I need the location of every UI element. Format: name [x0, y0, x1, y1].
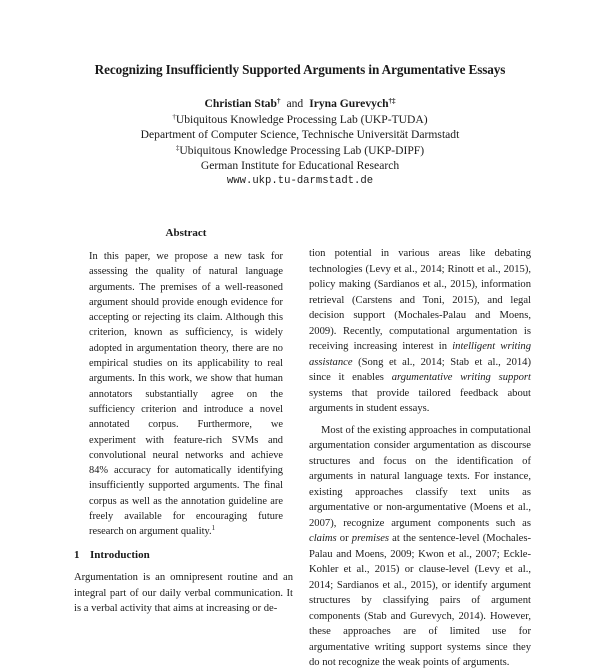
introduction-text: Argumentation is an omnipresent routine and an integral part of our daily verbal communication. It is a verbal activity that aims at increasing or de- [74, 572, 293, 615]
affiliation-4: German Institute for Educational Research [200, 159, 400, 173]
paragraph-2: Most of the existing approaches in computational argumentation consider argumentation as discourse structures and focus on the identification of arguments in natural language texts. For instance, existing approaches classify text units as argumentative or non-argumentative (Moens et al., 2007), recognize argument components such as claims or premises at the sentence-level (Mochales-Palau and Moens, 2009; Kwon et al., 2007; Eckle-Kohler et al., 2015) or clause-level (Levy et al., 2014; Sardianos et al., 2015), or identify argument structures by classifying pairs of argument components (Stab and Gurevych, 2014). However, these approaches are of limited use for argumentative writing support systems since they do not recognize the weak points of arguments. [309, 424, 531, 668]
authors [0, 96, 600, 112]
paper-title: Recognizing Insufficiently Supported Arguments in Argumentative Essays [94, 62, 506, 77]
abstract-text: In this paper, we propose a new task for assessing the quality of natural language arguments. The premises of a well-reasoned argument should provide enough evidence for accepting or rejecting its claim. Although this criterion, known as sufficiency, is widely adopted in argumentation theory, there are no empirical studies on its applicability to real arguments. In this work, we show that human annotators substantially agree on the sufficiency criterion and introduce a novel annotated corpus. Furthermore, we experiment with feature-rich SVMs and convolutional neural networks and achieve 84% accuracy for automatically identifying insufficiently supported arguments. The final corpus as well as the annotation guideline are freely available for encouraging future research on argument quality.$^1$ [89, 251, 283, 538]
url[interactable]: www.ukp.tu-darmstadt.de [226, 174, 374, 187]
section-heading-introduction: 1 Introduction [74, 548, 150, 561]
author-block [0, 96, 600, 190]
affiliation-3: ‡Ubiquitous Knowledge Processing Lab (UKP-DIPF) [175, 143, 425, 157]
abstract-heading: Abstract [165, 227, 207, 239]
footnote-mark: 1 [211, 524, 216, 533]
authors-and: and [286, 97, 304, 110]
paragraph-1: tion potential in various areas like debating technologies (Levy et al., 2014; Rinott et al., 2015), policy making (Sardianos et al., 2015), information retrieval (Carstens and Toni, 2015), and legal decision support (Mochales-Palau and Moens, 2009). Recently, computational argumentation is receiving increasing interest in intelligent writing assistance (Song et al., 2014; Stab et al., 2014) since it enables argumentative writing support systems that provide tailored feedback about arguments in student essays. [309, 248, 531, 414]
author-1: Christian Stab† [204, 97, 281, 110]
author-2: Iryna Gurevych†‡ [309, 97, 396, 110]
affiliation-1: †Ubiquitous Knowledge Processing Lab (UKP-TUDA) [172, 112, 428, 126]
affiliation-2: Department of Computer Science, Technische Universität Darmstadt [140, 128, 460, 142]
right-column [309, 226, 531, 671]
left-column [74, 226, 293, 617]
